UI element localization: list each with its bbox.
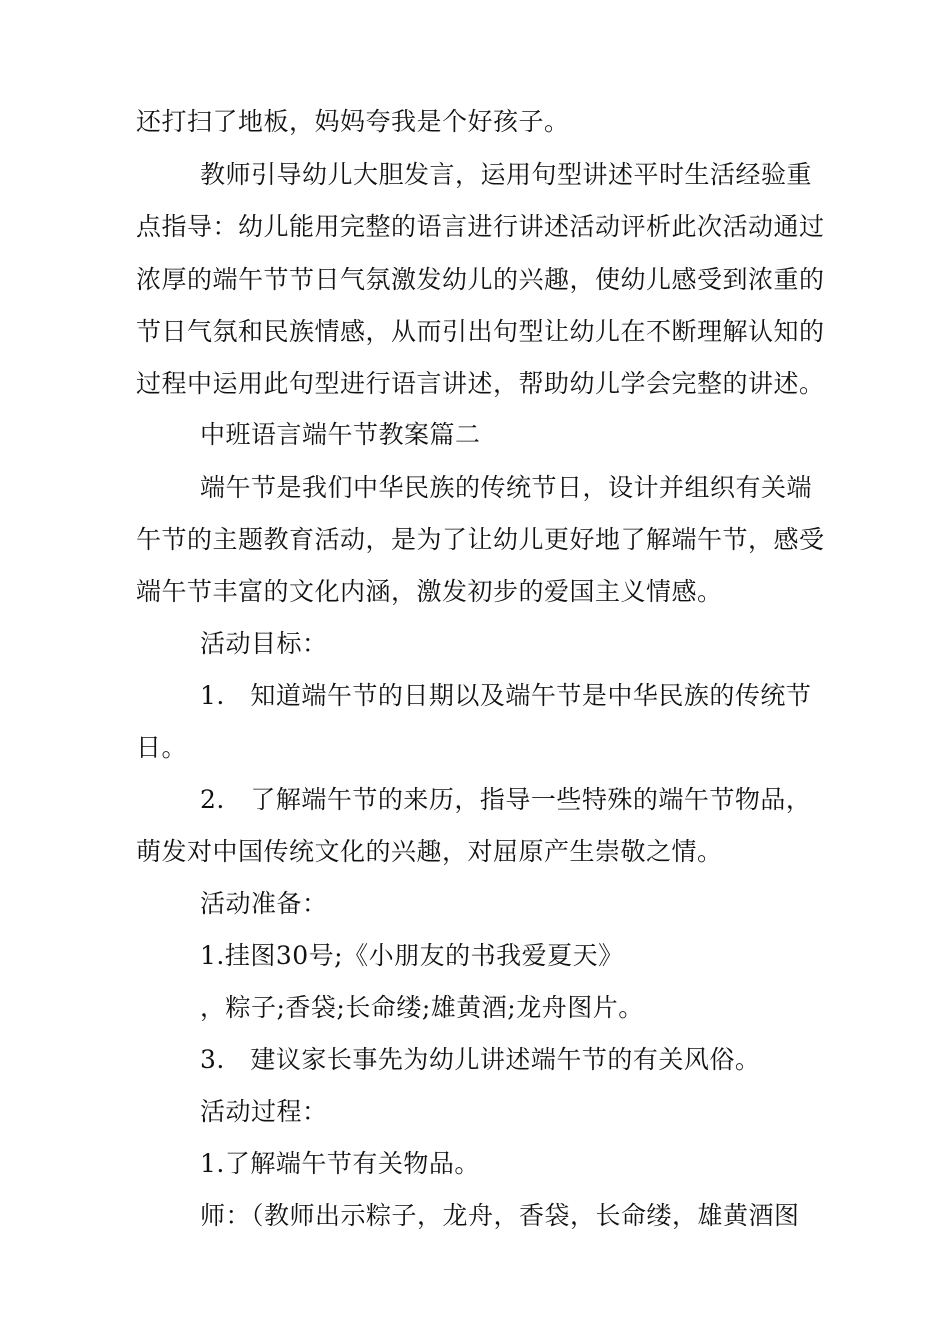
teacher-line: 师：（教师出示粽子，龙舟，香袋，长命缕，雄黄酒图 <box>200 1201 800 1230</box>
text-line-4: 浓厚的端午节节日气氛激发幼儿的兴趣，使幼儿感受到浓重的 <box>136 265 825 294</box>
text-line-5: 节日气氛和民族情感，从而引出句型让幼儿在不断理解认知的 <box>136 317 825 346</box>
preparation-item-2: ，粽子;香袋;长命缕;雄黄酒;龙舟图片。 <box>200 993 644 1022</box>
preparation-item-3: 3. 建议家长事先为幼儿讲述端午节的有关风俗。 <box>200 1045 761 1074</box>
text-line-10: 端午节丰富的文化内涵，激发初步的爱国主义情感。 <box>136 577 723 606</box>
preparation-item-1: 1.挂图30号;《小朋友的书我爱夏天》 <box>200 941 624 970</box>
preparation-heading: 活动准备： <box>200 889 328 918</box>
goal-item-2: 2. 了解端午节的来历，指导一些特殊的端午节物品， <box>200 785 812 814</box>
goal-item-2-continued: 萌发对中国传统文化的兴趣，对屈原产生崇敬之情。 <box>136 837 723 866</box>
process-item-1: 1.了解端午节有关物品。 <box>200 1149 480 1178</box>
text-line-9: 午节的主题教育活动，是为了让幼儿更好地了解端午节，感受 <box>136 525 825 554</box>
text-line-1: 还打扫了地板，妈妈夸我是个好孩子。 <box>136 107 570 136</box>
goal-item-1-continued: 日。 <box>136 733 188 762</box>
section-heading: 中班语言端午节教案篇二 <box>200 420 481 449</box>
text-line-2: 教师引导幼儿大胆发言，运用句型讲述平时生活经验重 <box>200 160 813 189</box>
text-line-3: 点指导：幼儿能用完整的语言进行讲述活动评析此次活动通过 <box>136 212 825 241</box>
text-line-8: 端午节是我们中华民族的传统节日，设计并组织有关端 <box>200 473 813 502</box>
goals-heading: 活动目标： <box>200 629 328 658</box>
text-line-6: 过程中运用此句型进行语言讲述，帮助幼儿学会完整的讲述。 <box>136 369 825 398</box>
process-heading: 活动过程： <box>200 1097 328 1126</box>
goal-item-1: 1. 知道端午节的日期以及端午节是中华民族的传统节 <box>200 681 812 710</box>
